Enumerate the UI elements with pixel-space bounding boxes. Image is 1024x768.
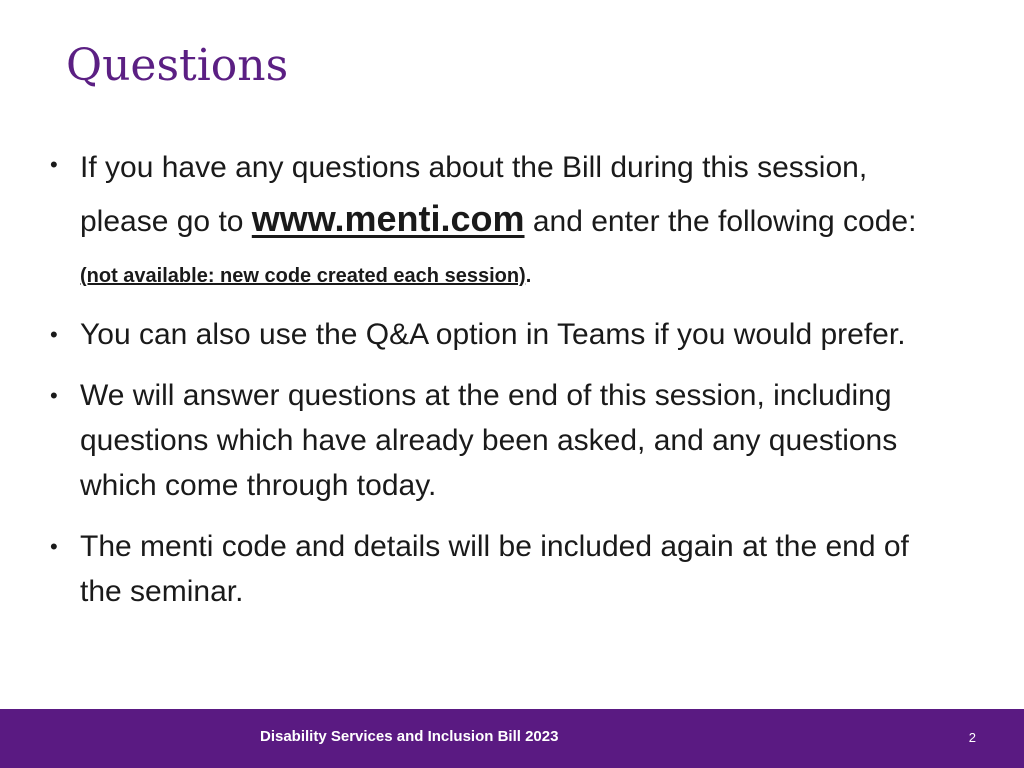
bullet-dot-icon: • [50, 383, 58, 408]
bullet-list [46, 142, 946, 614]
bullet-dot-icon: • [50, 534, 58, 559]
bullet-text-end: . [525, 265, 532, 287]
slide-number: 2 [968, 730, 976, 745]
bullet-item [46, 142, 946, 302]
bullet-item [46, 524, 946, 614]
bullet-text: You can also use the Q&A option in Teams if you would prefer. [80, 318, 906, 351]
bullet-text: If you have any questions about the Bill during this session, please go to [80, 151, 868, 238]
bullet-item [46, 312, 946, 357]
bullet-dot-icon: • [50, 322, 58, 347]
bullet-text: The menti code and details will be included again at the end of the seminar. [80, 530, 909, 608]
slide-title: Questions [66, 40, 289, 91]
bullet-text: and enter the following code: [524, 205, 917, 238]
footer-bar [0, 709, 1024, 768]
footer-title: Disability Services and Inclusion Bill 2023 [260, 728, 559, 745]
code-note: (not available: new code created each session) [80, 265, 526, 287]
bullet-item [46, 373, 946, 508]
bullet-text: We will answer questions at the end of this session, including questions which have already been asked, and any questions which come through today. [80, 379, 898, 502]
menti-link[interactable]: www.menti.com [251, 198, 525, 239]
bullet-dot-icon: • [50, 152, 58, 177]
